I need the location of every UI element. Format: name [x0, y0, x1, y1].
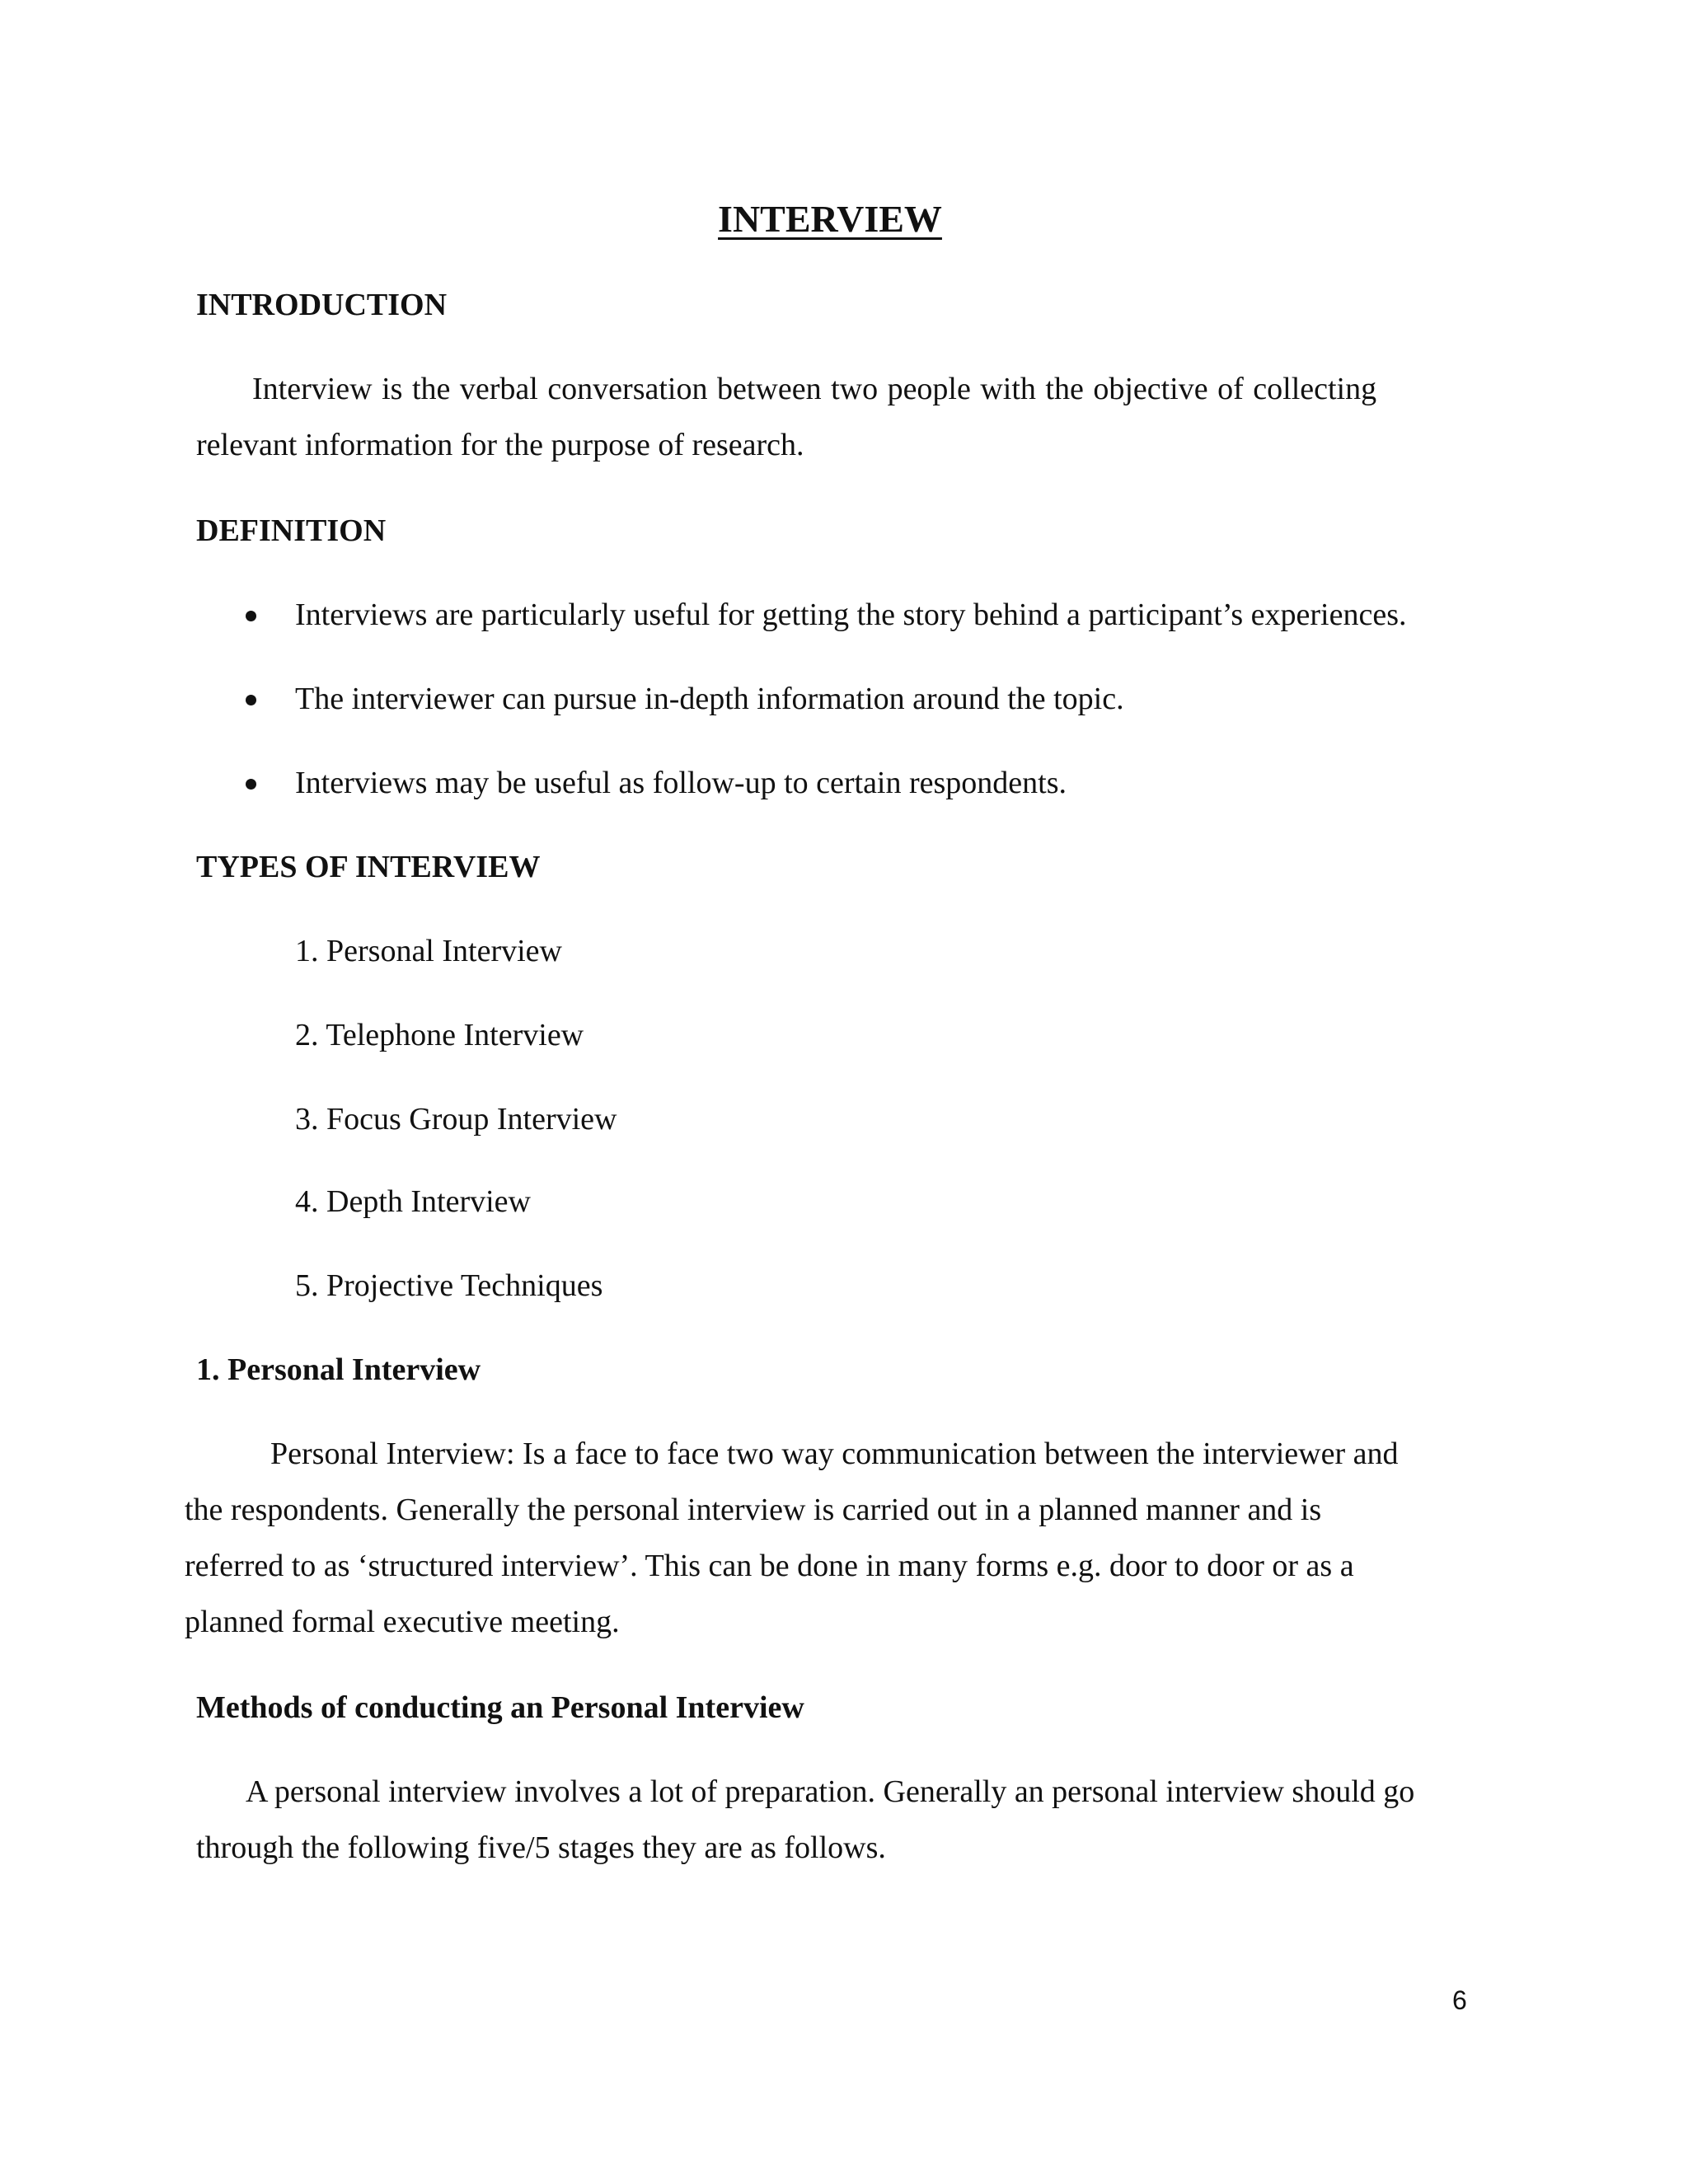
definition-bullet: The interviewer can pursue in-depth information around the topic.: [295, 682, 1124, 716]
personal-interview-line: planned formal executive meeting.: [185, 1605, 620, 1639]
methods-line: through the following five/5 stages they are as follows.: [196, 1830, 886, 1865]
types-item: 2. Telephone Interview: [295, 1018, 584, 1052]
types-item: 3. Focus Group Interview: [295, 1102, 617, 1137]
types-item: 1. Personal Interview: [295, 934, 562, 968]
page-title: INTERVIEW: [718, 198, 942, 240]
bullet-icon: [246, 695, 256, 705]
page-number: 6: [1452, 1985, 1467, 2015]
definition-bullet: Interviews may be useful as follow-up to certain respondents.: [295, 766, 1067, 800]
types-item: 5. Projective Techniques: [295, 1268, 603, 1303]
types-heading: TYPES OF INTERVIEW: [196, 850, 541, 884]
personal-interview-line: the respondents. Generally the personal interview is carried out in a planned manner and is: [185, 1493, 1322, 1527]
methods-heading: Methods of conducting an Personal Interview: [196, 1690, 804, 1725]
introduction-line: relevant information for the purpose of research.: [196, 428, 804, 462]
methods-line: A personal interview involves a lot of preparation. Generally an personal interview should go: [246, 1774, 1415, 1809]
definition-heading: DEFINITION: [196, 513, 387, 548]
types-item: 4. Depth Interview: [295, 1184, 531, 1219]
bullet-icon: [246, 611, 256, 621]
definition-bullet: Interviews are particularly useful for getting the story behind a participant’s experiences.: [295, 598, 1407, 632]
personal-interview-heading: 1. Personal Interview: [196, 1352, 481, 1387]
introduction-heading: INTRODUCTION: [196, 288, 448, 322]
personal-interview-line: referred to as ‘structured interview’. This can be done in many forms e.g. door to door or as a: [185, 1549, 1354, 1583]
bullet-icon: [246, 779, 256, 790]
introduction-line: Interview is the verbal conversation between two people with the objective of collecting: [252, 372, 1377, 406]
personal-interview-line: Personal Interview: Is a face to face two way communication between the interviewer and: [270, 1436, 1399, 1471]
